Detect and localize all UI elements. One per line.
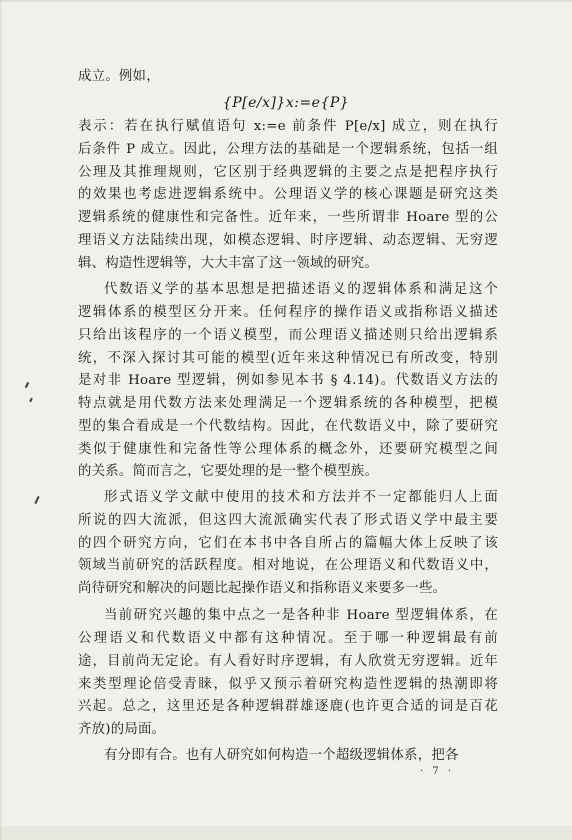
text-line-11: 只给出该程序的一个语义模型，而公理语义描述则只给出逻辑系 <box>78 328 498 343</box>
formula: {P[e/x]}x:=e{P} <box>222 95 350 111</box>
text-line-19: 所说的四大流派，但这四大流派确实代表了形式语义学中最主要 <box>78 513 498 528</box>
page-number: · 7 · <box>420 766 455 777</box>
text-line-7: 理语义方法陆续出现，如模态逻辑、时序逻辑、动态逻辑、无穷逻 <box>78 233 498 248</box>
text-line-26: 来类型理论倍受青睐，似乎又预示着研究构造性逻辑的热潮即将 <box>78 677 498 692</box>
text-line-18: 形式语义学文献中使用的技术和方法并不一定都能归人上面 <box>104 490 498 505</box>
text-line-27: 兴起。总之，这里还是各种逻辑群雄逐鹿(也许更合适的词是百花 <box>78 699 498 714</box>
text-line-6: 逻辑系统的健康性和完备性。近年来，一些所谓非 Hoare 型的公 <box>78 210 498 225</box>
text-line-24: 公理语义和代数语义中都有这种情况。至于哪一种逻辑最有前 <box>78 631 498 646</box>
margin-mark <box>29 398 33 402</box>
text-line-12: 统，不深入探讨其可能的模型(近年来这种情况已有所改变，特别 <box>78 351 498 366</box>
text-line-22: 尚待研究和解决的问题比起操作语义和指称语义来要多一些。 <box>78 581 447 596</box>
text-line-14: 特点就是用代数方法来处理满足一个逻辑系统的各种模型，把模 <box>78 396 498 411</box>
text-line-23: 当前研究兴趣的集中点之一是各种非 Hoare 型逻辑体系，在 <box>104 608 498 623</box>
text-line-25: 途，目前尚无定论。有人看好时序逻辑，有人欣赏无穷逻辑。近年 <box>78 654 498 669</box>
margin-mark <box>34 496 39 504</box>
scan-edge-top <box>0 0 572 2</box>
text-line-10: 逻辑体系的模型区分开来。任何程序的操作语义或指称语义描述 <box>78 305 498 320</box>
text-line-5: 的效果也考虑进逻辑系统中。公理语义学的核心课题是研究这类 <box>78 187 498 202</box>
text-line-21: 领域当前研究的活跃程度。相对地说，在公理语义和代数语义中， <box>78 558 498 573</box>
text-line-15: 型的集合看成是一个代数结构。因此，在代数语义中，除了要研究 <box>78 419 498 434</box>
text-line-20: 的四个研究方向，它们在本书中各自所占的篇幅大体上反映了该 <box>78 536 498 551</box>
text-line-28: 齐放)的局面。 <box>78 722 166 737</box>
text-line-1: 成立。例如， <box>78 69 160 84</box>
text-line-4: 公理及其推理规则，它区别于经典逻辑的主要之点是把程序执行 <box>78 165 498 180</box>
text-line-16: 类似于健康性和完备性等公理体系的概念外，还要研究模型之间 <box>78 442 498 457</box>
text-line-13: 是对非 Hoare 型逻辑，例如参见本书 § 4.14)。代数语义方法的 <box>78 373 498 388</box>
text-line-17: 的关系。简而言之，它要处理的是一整个模型族。 <box>78 464 379 479</box>
text-line-3: 后条件 P 成立。因此，公理方法的基础是一个逻辑系统，包括一组 <box>78 142 498 157</box>
text-line-29: 有分即有合。也有人研究如何构造一个超级逻辑体系，把各 <box>104 748 459 763</box>
scan-edge-left <box>0 0 2 840</box>
margin-mark <box>25 382 29 388</box>
text-line-9: 代数语义学的基本思想是把描述语义的逻辑体系和满足这个 <box>104 282 498 297</box>
scan-edge-bottom <box>0 826 572 840</box>
text-line-2: 表示：若在执行赋值语句 x:=e 前条件 P[e/x] 成立，则在执行 <box>78 119 498 134</box>
text-line-8: 辑、构造性逻辑等，大大丰富了这一领域的研究。 <box>78 256 379 271</box>
